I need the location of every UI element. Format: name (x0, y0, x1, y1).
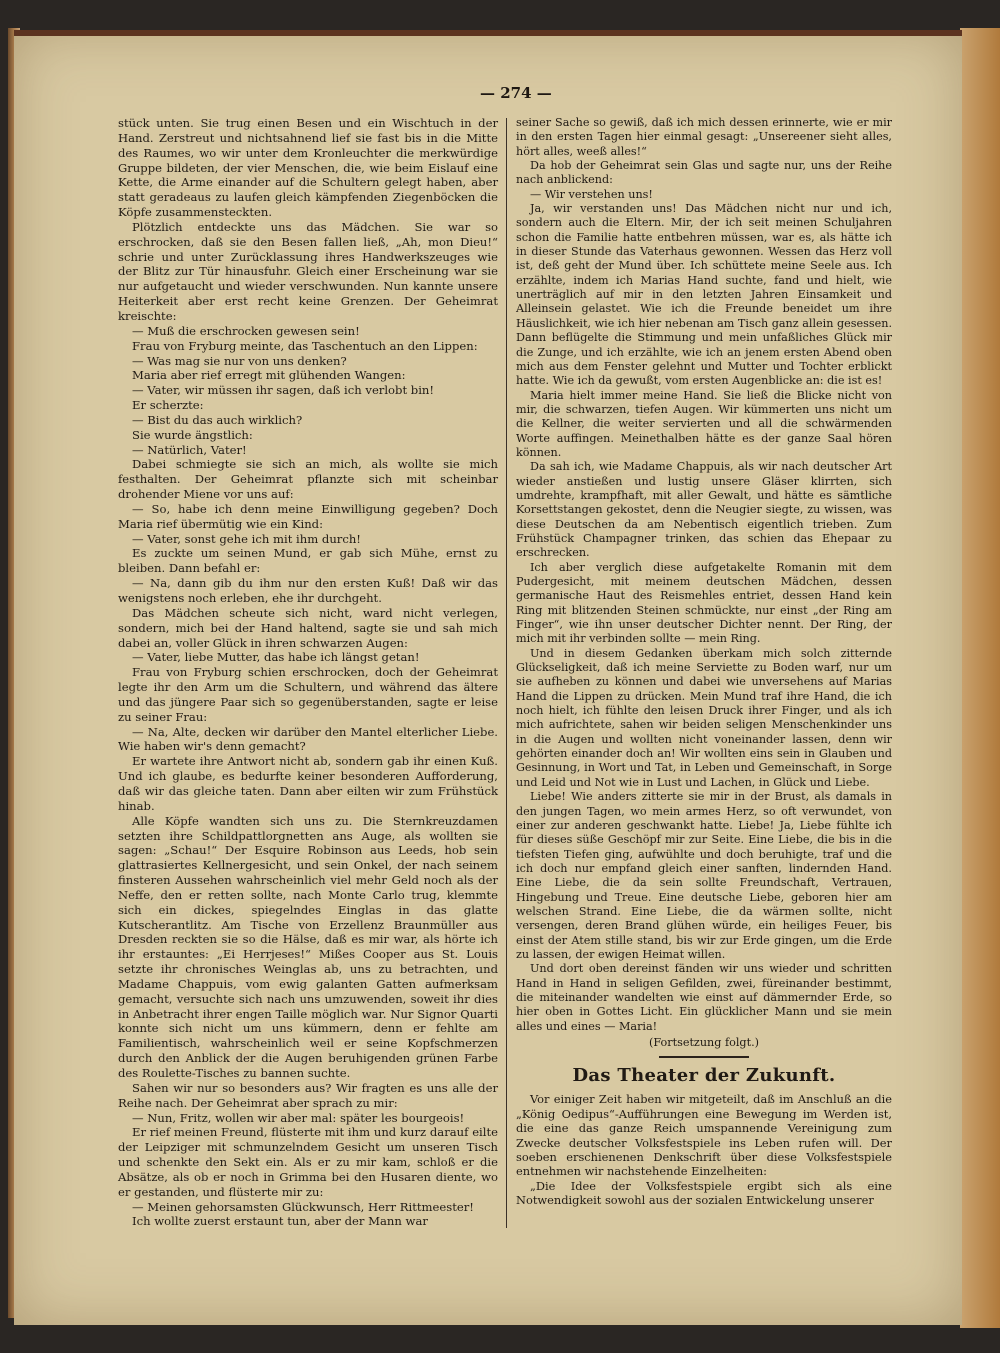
paragraph: — Vater, sonst gehe ich mit ihm durch! (132, 531, 361, 546)
paragraph: Sie wurde ängstlich: (132, 427, 253, 442)
article-paragraph: „Die Idee der Volksfestspiele ergibt sich als eine Notwendigkeit sowohl aus der sozialen Entwickelung unserer (516, 1178, 892, 1208)
paragraph: seiner Sache so gewiß, daß ich mich dessen erinnerte, wie er mir in den ersten Tagen hier einmal gesagt: „Unsereener sieht alles, hört alles, weeß alles!“ (516, 116, 892, 158)
paragraph: stück unten. Sie trug einen Besen und ein Wischtuch in der Hand. Zerstreut und nichtsahnend lief sie fast bis in die Mitte des Raumes, wo wir unter dem Kronleuchter die merkwürdige Gruppe bildeten, der vier Menschen, die, wie beim Eislauf eine Kette, die Arme einander auf die Schultern gelegt haben, aber statt geradeaus zu laufen gleich kämpfenden Ziegenböcken die Köpfe zusammensteckten. (118, 116, 498, 220)
paragraph: — Was mag sie nur von uns denken? (132, 353, 347, 368)
left-column (118, 116, 498, 1229)
paragraph: Da hob der Geheimrat sein Glas und sagte nur, uns der Reihe nach anblickend: (516, 159, 892, 187)
paragraph: Und in diesem Gedanken überkam mich solch zitternde Glückseligkeit, daß ich meine Serviette zu Boden warf, nur um sie aufheben zu können und dabei wie unversehens auf Marias Hand die Lippen zu drücken. Mein Mund traf ihre Hand, die ich noch hielt, ich fühlte den leisen Druck ihrer Finger, und als ich mich aufrichtete, sahen wir beiden seligen Menschenkinder uns in die Augen und wollten nicht voneinander lassen, denn wir gehörten einander doch an! Wir wollten eins sein in Glauben und Gesinnung, in Wort und Tat, in Leben und Gemeinschaft, in Sorge und Leid und Not wie in Lust und Lachen, in Glück und Liebe. (516, 646, 892, 789)
section-rule (659, 1056, 749, 1058)
paragraph: — Natürlich, Vater! (132, 442, 247, 457)
paragraph: — Wir verstehen uns! (530, 187, 653, 201)
column-divider (506, 118, 507, 1228)
paragraph: — Na, dann gib du ihm nur den ersten Kuß! Daß wir das wenigstens noch erleben, ehe ihr durchgeht. (118, 576, 498, 605)
paragraph: — Muß die erschrocken gewesen sein! (132, 323, 360, 338)
paragraph: Frau von Fryburg schien erschrocken, doch der Geheimrat legte ihr den Arm um die Schultern, und während das ältere und das jüngere Paar sich so gegenüberstanden, sagte er leise zu seiner Frau: (118, 665, 498, 724)
paragraph: — Vater, wir müssen ihr sagen, daß ich verlobt bin! (132, 383, 435, 398)
page-top-band (14, 30, 962, 36)
paragraph: Alle Köpfe wandten sich uns zu. Die Sternkreuzdamen setzten ihre Schildpattlorgnetten ans Auge, als wollten sie sagen: „Schau!“ Der Esquire Robinson aus Leeds, hob sein glattrasiertes Kellnergesicht, und sein Onkel, der nach seinem finsteren Aussehen wahrscheinlich viel mehr Geld noch als der Neffe, den er retten sollte, nach Monte Carlo trug, klemmte sich ein dickes, spiegelndes Einglas in das glatte Kutscherantlitz. Am Tische von Erzellenz Braunmüller aus Dresden reckten sie so die Hälse, daß es mir war, als hörte ich ihr erstauntes: „Ei Herrjeses!“ Mißes Cooper aus St. Louis setzte ihr chronisches Weinglas ab, uns zu betrachten, und Madame Chappuis, vom ewig galanten Gatten aufmerksam gemacht, versuchte sich nach uns umzuwenden, soweit ihr dies in Anbetracht ihrer engen Taille möglich war. Nur Signor Quarti konnte sich nicht um uns kümmern, denn er fehlte am Familientisch, wahrscheinlich weil er seine Kopfschmerzen durch den Anblick der die Augen beruhigenden grünen Farbe des Roulette-Tisches zu bannen suchte. (118, 813, 498, 1080)
paragraph: Sahen wir nur so besonders aus? Wir fragten es uns alle der Reihe nach. Der Geheimrat aber sprach zu mir: (118, 1080, 498, 1110)
paragraph: Das Mädchen scheute sich nicht, ward nicht verlegen, sondern, mich bei der Hand haltend, sagte sie und sah mich dabei an, voller Glück in ihren schwarzen Augen: (118, 605, 498, 650)
paragraph: Frau von Fryburg meinte, das Taschentuch an den Lippen: (132, 338, 478, 353)
article-heading: Das Theater der Zukunft. (572, 1065, 836, 1087)
paragraph: Maria aber rief erregt mit glühenden Wangen: (132, 368, 406, 383)
paragraph: — Bist du das auch wirklich? (132, 412, 303, 427)
paragraph: — Meinen gehorsamsten Glückwunsch, Herr Rittmeester! (132, 1199, 474, 1214)
paragraph: Dabei schmiegte sie sich an mich, als wollte sie mich festhalten. Der Geheimrat pflanzte sich mit scheinbar drohender Miene vor uns auf: (118, 457, 498, 502)
book-page-edge (960, 28, 1000, 1328)
article-paragraph: Vor einiger Zeit haben wir mitgeteilt, daß im Anschluß an die „König Oedipus“-Aufführungen eine Bewegung im Werden ist, die eine das ganze Reich umspannende Vereinigung zum Zwecke deutscher Volksfestspiele ins Leben rufen will. Der soeben erschienenen Denkschrift über diese Volksfestspiele entnehmen wir nachstehende Einzelheiten: (516, 1092, 892, 1179)
paragraph: Ich wollte zuerst erstaunt tun, aber der Mann war (132, 1214, 428, 1229)
paragraph: — Vater, liebe Mutter, das habe ich längst getan! (132, 650, 420, 665)
paragraph: — So, habe ich denn meine Einwilligung gegeben? Doch Maria rief übermütig wie ein Kind: (118, 501, 498, 531)
paragraph: Liebe! Wie anders zitterte sie mir in der Brust, als damals in den jungen Tagen, wo mein armes Herz, so oft verwundet, von einer zur anderen geschwankt hatte. Liebe! Ja, Liebe fühlte ich für dieses süße Geschöpf mir zur Seite. Eine Liebe, die bis in die tiefsten Tiefen ging, aufwühlte und doch beruhigte, traf und die ich doch nur empfand gleich einer sanften, lindernden Hand. Eine Liebe, die da sein sollte Freundschaft, Vertrauen, Hingebung und Treue. Eine deutsche Liebe, geboren hier am welschen Strand. Eine Liebe, die da wärmen sollte, nicht versengen, deren Brand glühen würde, ein heiliges Feuer, bis einst der Atem stille stand, bis wir zur Erde gingen, um die Erde zu lassen, der ewigen Heimat willen. (516, 790, 892, 961)
paragraph: Er scherzte: (132, 398, 204, 413)
paragraph: — Nun, Fritz, wollen wir aber mal: später les bourgeois! (132, 1110, 465, 1125)
paragraph: Es zuckte um seinen Mund, er gab sich Mühe, ernst zu bleiben. Dann befahl er: (118, 546, 498, 576)
continuation-note: (Fortsetzung folgt.) (648, 1036, 759, 1049)
paragraph: Plötzlich entdeckte uns das Mädchen. Sie war so erschrocken, daß sie den Besen fallen ließ, „Ah, mon Dieu!“ schrie und unter Zurücklassung ihres Handwerkszeuges wie der Blitz zur Tür hinausfuhr. Gleich einer Erscheinung war sie nur aufgetaucht und wieder verschwunden. Nun kannte unsere Heiterkeit aber erst recht keine Grenzen. Der Geheimrat kreischte: (118, 219, 498, 323)
paragraph: Ich aber verglich diese aufgetakelte Romanin mit dem Pudergesicht, mit meinem deutschen Mädchen, dessen germanische Haut des Reismehles entriet, dessen Hand kein Ring mit blitzenden Steinen schmückte, nur einst „der Ring am Finger“, wie ihn unser deutscher Dichter nennt. Der Ring, der mich mit ihr verbinden sollte — mein Ring. (516, 560, 892, 646)
paragraph: Ja, wir verstanden uns! Das Mädchen nicht nur und ich, sondern auch die Eltern. Mir, der ich seit meinen Schuljahren schon die Familie hatte entbehren müssen, war es, als hätte ich in dieser Stunde das Vaterhaus gewonnen. Wessen das Herz voll ist, deß geht der Mund über. Ich schüttete meine Seele aus. Ich erzählte, indem ich Marias Hand suchte, fand und hielt, wie unerträglich auf mir in den letzten Jahren Einsamkeit und Alleinsein gelastet. Wie ich die Freunde beneidet um ihre Häuslichkeit, wie ich hier nebenan am Tisch ganz allein gesessen. Dann beflügelte die Stimmung und mein unfaßliches Glück mir die Zunge, und ich erzählte, wie ich an jenem ersten Abend oben mich aus dem Fenster gelehnt und Mutter und Tochter erblickt hatte. Wie ich da gewußt, vom ersten Augenblicke an: die ist es! (516, 202, 892, 388)
paragraph: — Na, Alte, decken wir darüber den Mantel elterlicher Liebe. Wie haben wir's denn gemacht? (118, 724, 498, 754)
paragraph: Er wartete ihre Antwort nicht ab, sondern gab ihr einen Kuß. Und ich glaube, es bedurfte keiner besonderen Aufforderung, daß wir das gleiche taten. Dann aber eilten wir zum Frühstück hinab. (118, 754, 498, 813)
paragraph: Maria hielt immer meine Hand. Sie ließ die Blicke nicht von mir, die schwarzen, tiefen Augen. Wir kümmerten uns nicht um die Kellner, die weiter servierten und all die schwärmenden Worte auffingen. Meinethalben hätte es der ganze Saal hören können. (516, 388, 892, 459)
right-column (516, 116, 892, 1208)
page-number: — 274 — (480, 84, 552, 102)
paragraph: Und dort oben dereinst fänden wir uns wieder und schritten Hand in Hand in seligen Gefilden, zwei, füreinander bestimmt, die miteinander wandelten wie einst auf dämmernder Erde, so hier oben in Gottes Licht. Ein glücklicher Mann und sie mein alles und eines — Maria! (516, 962, 892, 1033)
paragraph: Er rief meinen Freund, flüsterte mit ihm und kurz darauf eilte der Leipziger mit schmunzelndem Gesicht um unseren Tisch und schenkte den Sekt ein. Als er zu mir kam, schloß er die Absätze, als ob er noch in Grimma bei den Husaren diente, wo er gestanden, und flüsterte mir zu: (118, 1125, 498, 1199)
paragraph: Da sah ich, wie Madame Chappuis, als wir nach deutscher Art wieder anstießen und lustig unsere Gläser klirrten, sich umdrehte, krampfhaft, mit aller Gewalt, und hätte es sämtliche Korsettstangen gekostet, denn die Neugier siegte, zu wissen, was diese Deutschen da am Nebentisch eigentlich trieben. Zum Frühstück Champagner trinken, das schien das Ehepaar zu erschrecken. (516, 460, 892, 560)
